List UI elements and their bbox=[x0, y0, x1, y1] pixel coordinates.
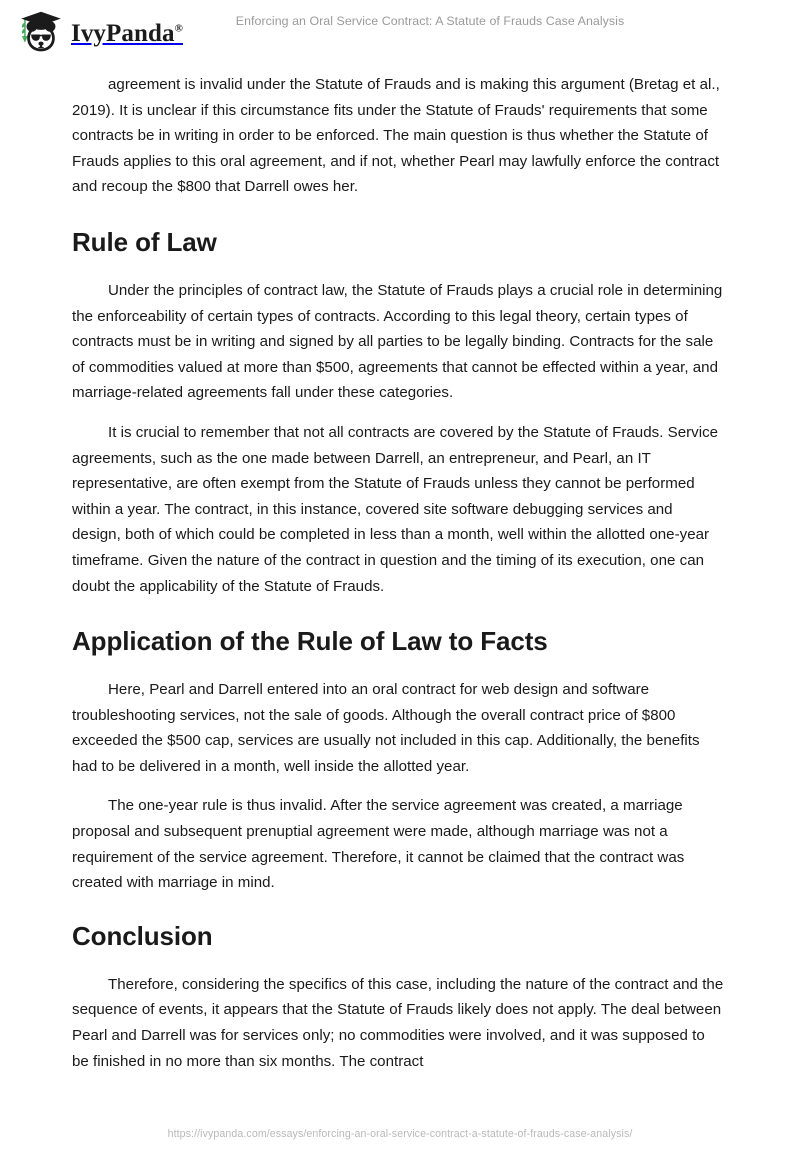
page-header bbox=[0, 0, 800, 66]
paragraph: Therefore, considering the specifics of this case, including the nature of the contract and the sequence of events, it appears that the Statute of Frauds likely does not apply. The deal between Pearl and Darrell was for services only; no commodities were involved, and it was supposed to be finished in no more than six months. The contract bbox=[72, 975, 724, 1070]
paragraph: Here, Pearl and Darrell entered into an oral contract for web design and software troubleshooting services, not the sale of goods. Although the overall contract price of $800 exceeded the $500 cap, services are usually not included in this cap. Additionally, the benefits had to be delivered in a month, well inside the allotted year. bbox=[72, 681, 700, 775]
running-header-title: Enforcing an Oral Service Contract: A Statute of Frauds Case Analysis bbox=[235, 14, 625, 28]
page-footer bbox=[0, 1124, 800, 1142]
footer-source-url[interactable]: https://ivypanda.com/essays/enforcing-an-oral-service-contract-a-statute-of-frauds-case-analysis/ bbox=[167, 1128, 633, 1140]
section-heading-rule-of-law: Rule of Law bbox=[72, 226, 217, 257]
document-body bbox=[72, 72, 724, 1074]
section-heading-conclusion: Conclusion bbox=[72, 920, 213, 951]
brand-trademark-symbol: ® bbox=[174, 22, 183, 35]
paragraph: It is crucial to remember that not all contracts are covered by the Statute of Frauds. Service agreements, such as the one made between Darrell, an entrepreneur, and Pearl, an IT representative, are often exempt from the Statute of Frauds unless they cannot be performed within a year. The contract, in this instance, covered site software debugging services and design, both of which could be completed in less than a month, well within the allotted one-year timeframe. Given the nature of the contract in question and the timing of its execution, one can doubt the applicability of the Statute of Frauds. bbox=[72, 423, 719, 595]
brand-name-text: IvyPanda bbox=[71, 19, 175, 47]
section-heading-application-of-rule-of-law-to-facts: Application of the Rule of Law to Facts bbox=[72, 626, 548, 657]
paragraph: Under the principles of contract law, the Statute of Frauds plays a crucial role in determining the enforceability of certain types of contracts. According to this legal theory, certain types of contracts must be in writing and signed by all parties to be legally binding. Contracts for the sale of commodities valued at more than $500, agreements that cannot be effected within a year, and marriage-related agreements fall under these categories. bbox=[72, 281, 723, 402]
paragraph-continued: agreement is invalid under the Statute of Frauds and is making this argument (Bretag et al., 2019). It is unclear if this circumstance fits under the Statute of Frauds' requirements that some contracts be in writing in order to be enforced. The main question is thus whether the Statute of Frauds applies to this oral agreement, and if not, whether Pearl may lawfully enforce the contract and recoup the $800 that Darrell owes her. bbox=[72, 76, 720, 196]
paragraph: The one-year rule is thus invalid. After the service agreement was created, a marriage proposal and subsequent prenuptial agreement were made, although marriage was not a requirement of the service agreement. Therefore, it cannot be claimed that the contract was created with marriage in mind. bbox=[72, 797, 685, 892]
